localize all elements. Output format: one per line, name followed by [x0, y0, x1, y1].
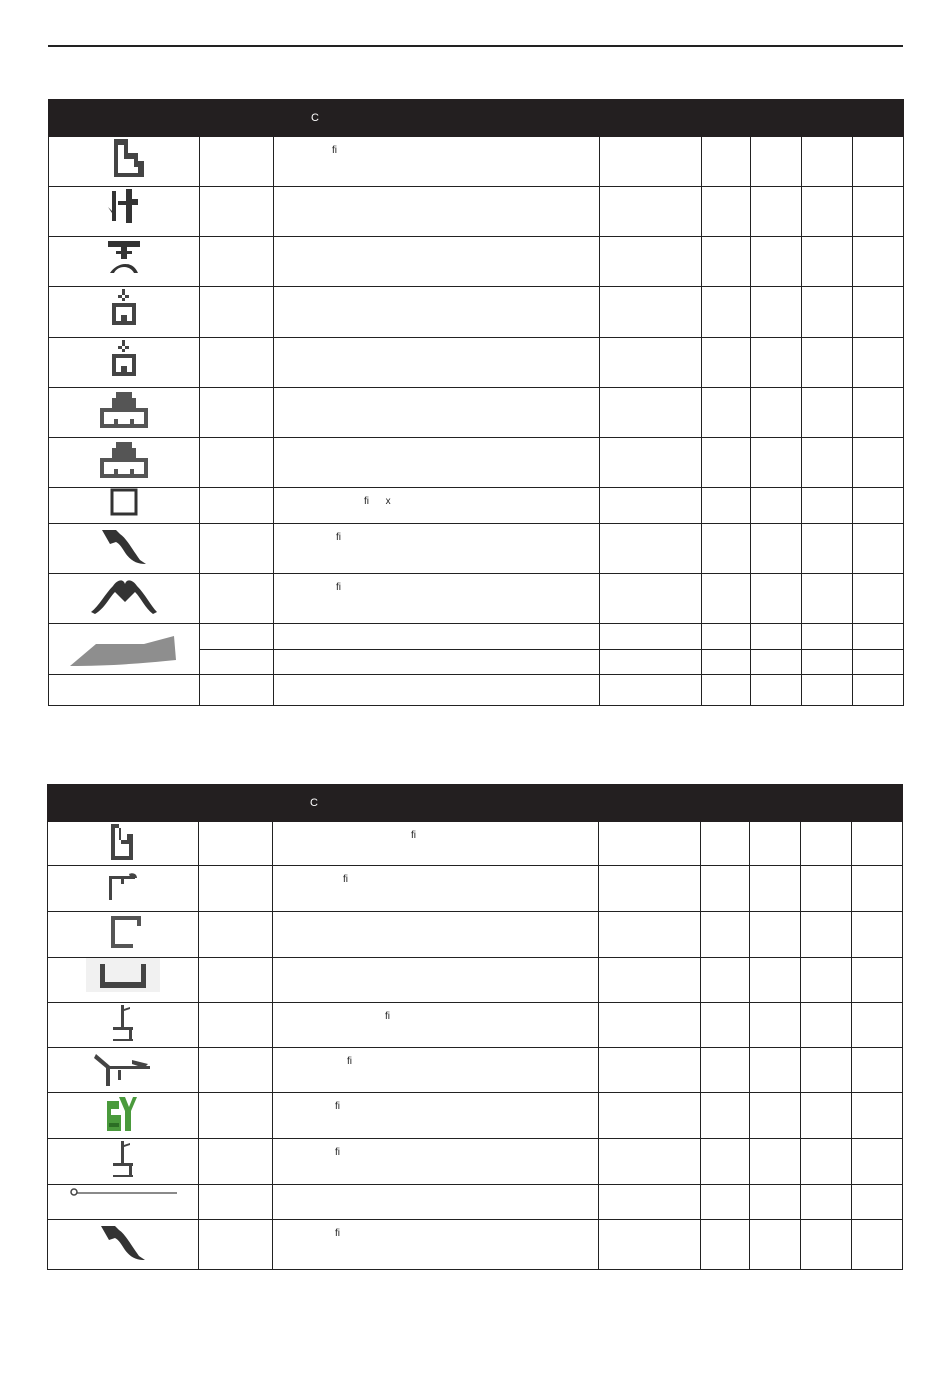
profile-hook-icon: [49, 524, 199, 566]
row-desc: fi x: [364, 496, 391, 507]
profile-double-t-icon: [49, 438, 199, 480]
table-row: [49, 137, 904, 187]
table-header: [49, 100, 904, 137]
profile-clip-icon: [49, 187, 199, 229]
row-desc: [274, 187, 599, 195]
row-desc: [274, 338, 599, 346]
row-desc: [274, 438, 599, 446]
row-desc: [274, 624, 599, 632]
row-desc: [274, 650, 599, 658]
profile-double-t-icon: [49, 388, 199, 430]
profile-l-bracket-icon: [48, 1003, 198, 1043]
wedge-blade-icon: [49, 624, 199, 674]
profile-anchor-icon: [49, 237, 199, 279]
row-desc: [274, 287, 599, 295]
table-header: [48, 785, 903, 822]
table-row: [49, 624, 904, 650]
table-row: [48, 1093, 903, 1139]
row-desc: fi: [336, 532, 341, 543]
table-row: [49, 187, 904, 237]
header-label: C: [311, 112, 319, 124]
table-row: [48, 958, 903, 1003]
table-row: [48, 866, 903, 912]
profile-l-bracket-icon: [48, 1139, 198, 1179]
row-desc: [273, 958, 598, 966]
wire-pin-icon: [48, 1185, 198, 1199]
table-row: [49, 574, 904, 624]
top-rule: [48, 45, 903, 47]
profile-green-clip-icon: [48, 1093, 198, 1133]
profile-small-t-icon: [49, 287, 199, 327]
header-label: C: [310, 797, 318, 809]
row-desc: fi: [336, 582, 341, 593]
table-row: [48, 1003, 903, 1048]
profile-hook-icon: [48, 1220, 198, 1262]
table-row: [48, 912, 903, 958]
row-desc: fi: [385, 1011, 390, 1022]
row-desc: [274, 675, 599, 683]
row-desc: fi: [335, 1147, 340, 1158]
square-tube-icon: [49, 488, 199, 516]
profile-u-channel-icon: [48, 958, 198, 992]
catalog-table-1: [48, 99, 904, 706]
row-desc: fi: [335, 1101, 340, 1112]
table-row: [49, 488, 904, 524]
table-row: [49, 388, 904, 438]
row-desc: fi: [343, 874, 348, 885]
table-row: [49, 524, 904, 574]
catalog-table-2: [47, 784, 903, 1270]
table-row: [49, 675, 904, 706]
table-row: [48, 1048, 903, 1093]
row-desc: [274, 388, 599, 396]
profile-track-icon: [49, 137, 199, 179]
row-desc: fi: [347, 1056, 352, 1067]
profile-small-t-icon: [49, 338, 199, 378]
row-desc: fi: [332, 145, 337, 156]
table-row: [49, 338, 904, 388]
profile-arch-icon: [49, 574, 199, 616]
row-desc: fi: [411, 830, 416, 841]
table-row: [48, 1139, 903, 1185]
table-row: [48, 1220, 903, 1270]
row-desc: [273, 912, 598, 920]
table-row: [49, 237, 904, 287]
profile-arm-icon: [48, 1048, 198, 1088]
row-desc: [274, 237, 599, 245]
profile-track-icon: [48, 822, 198, 862]
table-row: [48, 1185, 903, 1220]
row-desc: fi: [335, 1228, 340, 1239]
profile-bracket-icon: [48, 866, 198, 902]
table-row: [49, 438, 904, 488]
table-row: [49, 287, 904, 338]
table-row: [48, 822, 903, 866]
row-desc: [273, 1185, 598, 1193]
profile-c-channel-icon: [48, 912, 198, 952]
